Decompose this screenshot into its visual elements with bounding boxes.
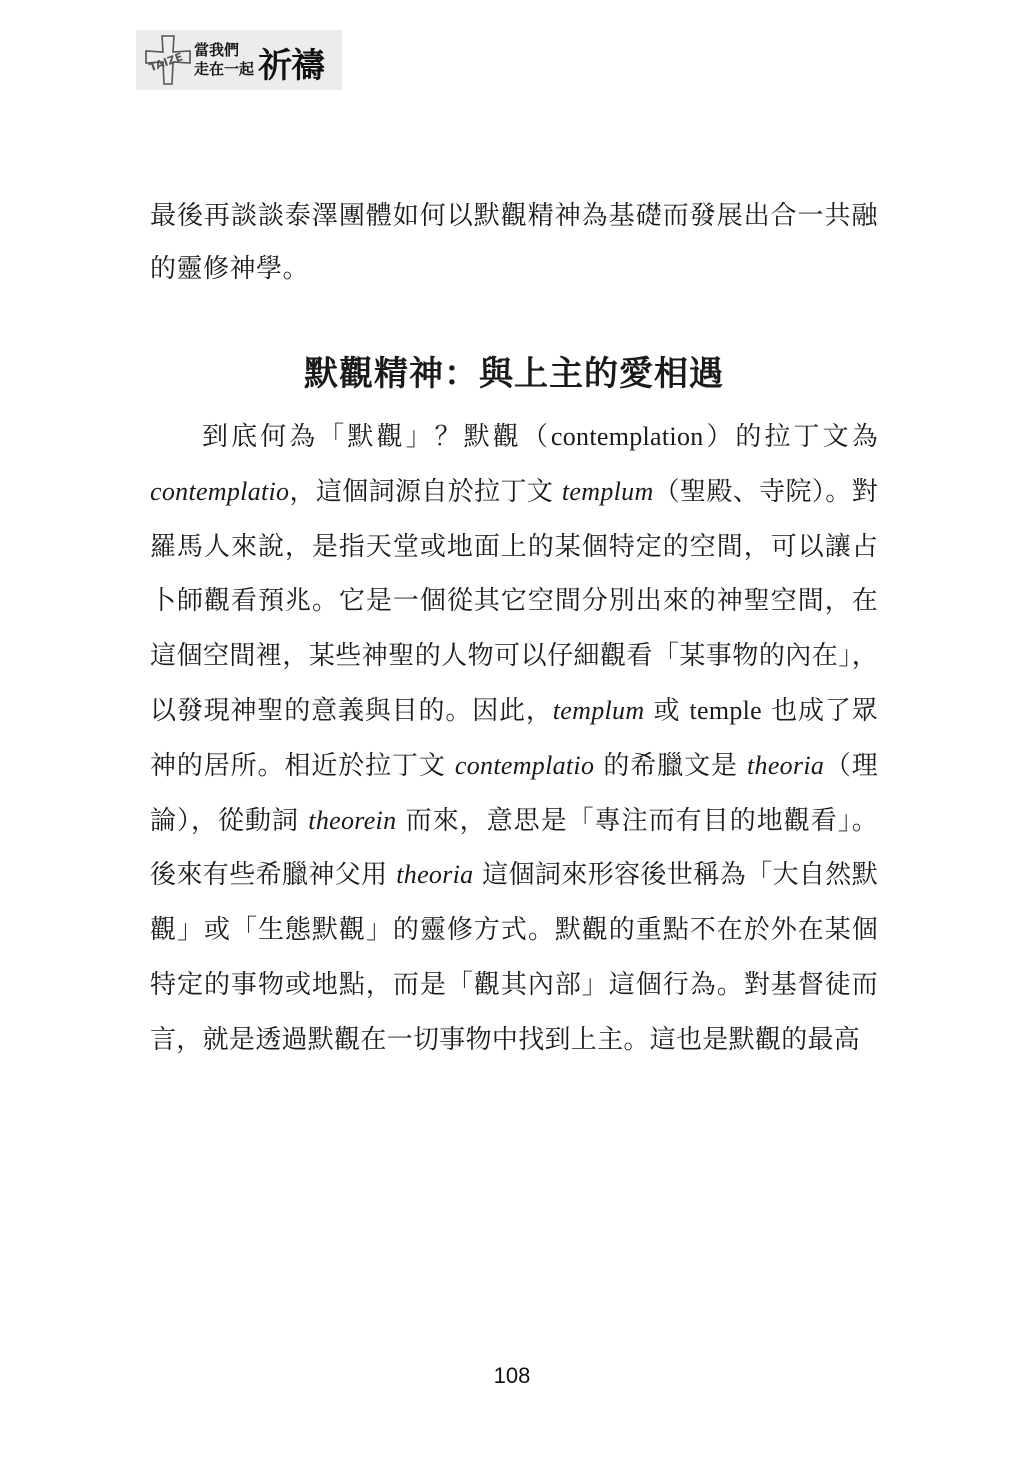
logo-line-1: 當我們 (194, 41, 240, 59)
latin-term: contemplation (550, 422, 704, 451)
text-run: 或 (644, 695, 690, 726)
text-run: 這個詞來形容後世稱為「大自然默觀」或「生態默觀」的靈修方式。默觀的重點不在於外在某個特定的事物或地點，而是「觀其內部」這個行為。對基督徒而言，就是透過默觀在一切事物中找到上主。這也是默觀的最高 (150, 860, 878, 1055)
section-heading: 默觀精神：與上主的愛相遇 (304, 354, 724, 394)
text-run: 的希臘文是 (594, 750, 747, 781)
latin-term-italic: theoria (747, 750, 825, 780)
latin-term-italic: templum (552, 695, 645, 725)
text-run: 到底何為「默觀」？默觀（ (202, 422, 551, 452)
text-run: 也成了眾神的居所。相近於拉丁文 (150, 695, 878, 781)
page-content (150, 190, 878, 1068)
latin-term-italic: contemplatio (150, 476, 290, 506)
page-number: 108 (493, 1363, 531, 1388)
intro-paragraph: 最後再談談泰澤團體如何以默觀精神為基礎而發展出合一共融的靈修神學。 (150, 201, 878, 284)
text-run: ，這個詞源自於拉丁文 (289, 476, 562, 507)
latin-term-italic: templum (561, 476, 654, 506)
logo-mark-text: TAIZE (147, 50, 185, 75)
logo-line-2: 走在一起 (194, 60, 255, 78)
book-header-logo (136, 30, 342, 90)
taize-cross-icon (136, 30, 198, 90)
text-run: （理論），從動詞 (150, 750, 878, 836)
latin-term: temple (689, 695, 763, 725)
latin-term-italic: contemplatio (454, 750, 595, 780)
latin-term-italic: theoria (396, 860, 474, 890)
body-paragraph (150, 410, 878, 1068)
text-run: 而來，意思是「專注而有目的地觀看」。後來有些希臘神父用 (150, 805, 879, 891)
text-run: （聖殿、寺院）。對羅馬人來說，是指天堂或地面上的某個特定的空間，可以讓占卜師觀看預兆。它是一個從其它空間分別出來的神聖空間，在這個空間裡，某些神聖的人物可以仔細觀看「某事物的內在」，以發現神聖的意義與目的。因此， (150, 476, 878, 726)
logo-subtitle (194, 41, 254, 79)
logo-title: 祈禱 (258, 45, 325, 86)
text-run: ）的拉丁文為 (703, 422, 878, 452)
latin-term-italic: theorein (308, 805, 397, 835)
